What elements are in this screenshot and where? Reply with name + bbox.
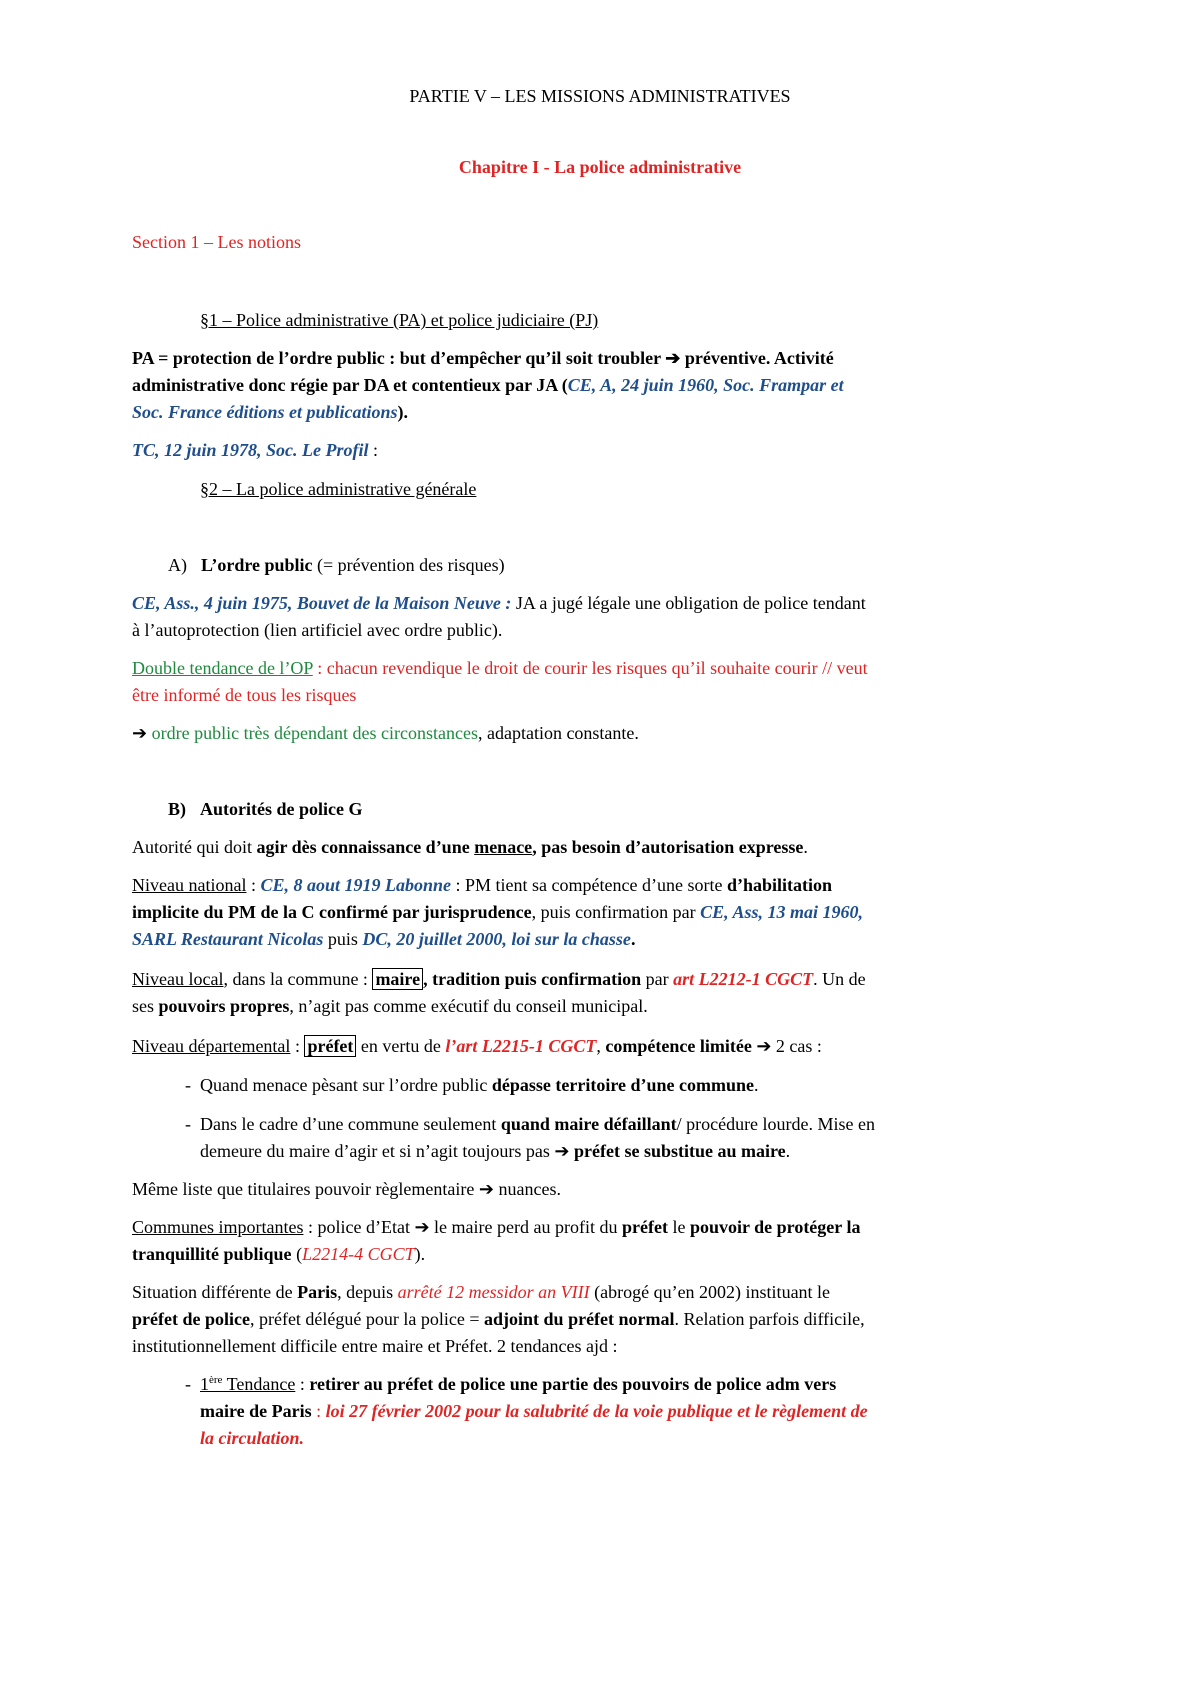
text-run: agir dès connaissance d’une — [256, 837, 475, 857]
text-run: Autorités de police G — [200, 799, 363, 819]
text-run: : — [290, 1036, 305, 1056]
list-label: B) — [168, 799, 186, 819]
situation-paris-line1 — [132, 1280, 830, 1304]
text-run: puis — [323, 929, 363, 949]
citation: CE, A, 24 juin 1960, Soc. Frampar et — [567, 375, 844, 395]
boxed-term: maire — [372, 968, 423, 990]
double-tendance-line2: être informé de tous les risques — [132, 685, 357, 705]
text-run: . Un de — [813, 969, 866, 989]
niveau-local-line1 — [132, 967, 866, 991]
text-run: pouvoirs propres — [158, 996, 290, 1016]
text-run: quand maire défaillant — [500, 1114, 677, 1134]
meme-liste-line — [132, 1177, 561, 1201]
text-run: Double tendance de l’OP — [132, 658, 313, 678]
paragraph-pa-line1 — [132, 346, 834, 370]
ce-bouvet-line2: à l’autoprotection (lien artificiel avec ordre public). — [132, 620, 503, 640]
text-run: retirer au préfet de police une partie des pouvoirs de police adm vers — [309, 1374, 837, 1394]
text-run: administrative donc régie par DA et contentieux par JA ( — [132, 375, 568, 395]
text-run: . — [754, 1075, 759, 1095]
niveau-national-line2 — [132, 900, 863, 924]
legal-reference: L2214-4 CGCT — [302, 1244, 415, 1264]
bullet-item-2-line2 — [200, 1139, 790, 1163]
arrow-icon: ➔ — [414, 1217, 430, 1237]
tendance-1-line2 — [200, 1399, 868, 1423]
text-run: pouvoir de protéger la — [689, 1217, 861, 1237]
bullet-dash: - — [185, 1374, 191, 1394]
tendance-label — [200, 1374, 295, 1394]
text-run: le maire perd au profit du — [429, 1217, 622, 1237]
text-run: Autorité qui doit — [132, 837, 257, 857]
text-run: 2 cas : — [771, 1036, 822, 1056]
text-run: ( — [291, 1244, 303, 1264]
text-run: , préfet délégué pour la police = — [249, 1309, 485, 1329]
superscript: ère — [209, 1374, 223, 1386]
text-run: : — [311, 1401, 326, 1421]
text-run: , adaptation constante. — [477, 723, 639, 743]
text-run: préfet — [621, 1217, 668, 1237]
text-run: préfet se substitue au maire — [569, 1141, 786, 1161]
niveau-departemental-line — [132, 1034, 822, 1058]
text-run: d’habilitation — [726, 875, 832, 895]
communes-importantes-line1 — [132, 1215, 860, 1239]
section-heading: Section 1 – Les notions — [132, 232, 301, 252]
bullet-item-1 — [200, 1073, 759, 1097]
text-run: en vertu de — [356, 1036, 446, 1056]
citation: CE, Ass., 4 juin 1975, Bouvet de la Maison Neuve : — [132, 593, 512, 613]
situation-paris-line2 — [132, 1307, 865, 1331]
bullet-dash: - — [185, 1075, 191, 1095]
situation-paris-line3: institutionnellement difficile entre maire et Préfet. 2 tendances ajd : — [132, 1336, 618, 1356]
text-run: Tendance — [222, 1374, 296, 1394]
text-run: , depuis — [337, 1282, 398, 1302]
text-run: . — [785, 1141, 791, 1161]
arrow-icon: ➔ — [751, 1036, 772, 1056]
text-run: préfet de police — [132, 1309, 250, 1329]
citation: DC, 20 juillet 2000, loi sur la chasse — [362, 929, 631, 949]
bullet-item-2-line1 — [200, 1112, 875, 1136]
text-run: Même liste que titulaires pouvoir règlementaire — [132, 1179, 479, 1199]
ce-bouvet-line1 — [132, 591, 866, 615]
text-run: / procédure lourde. Mise en — [676, 1114, 876, 1134]
text-run: ). — [397, 402, 409, 422]
legal-reference: art L2212-1 CGCT — [673, 969, 814, 989]
heading-b — [168, 797, 362, 821]
text-run: Communes importantes — [132, 1217, 304, 1237]
text-run: Niveau départemental — [132, 1036, 291, 1056]
text-run: : chacun revendique le droit de courir les risques qu’il souhaite courir // veut — [312, 658, 868, 678]
text-run: le — [667, 1217, 690, 1237]
bullet-dash: - — [185, 1114, 191, 1134]
legal-reference: l’art L2215-1 CGCT — [445, 1036, 597, 1056]
text-run: , n’agit pas comme exécutif du conseil municipal. — [289, 996, 648, 1016]
legal-reference: arrêté 12 messidor an VIII — [397, 1282, 590, 1302]
tc-citation-line — [132, 438, 378, 462]
tendance-1-line1 — [200, 1372, 836, 1396]
part-title: PARTIE V – LES MISSIONS ADMINISTRATIVES — [409, 86, 791, 106]
text-run: L’ordre public — [201, 555, 313, 575]
text-run: compétence limitée — [605, 1036, 752, 1056]
text-run: par — [641, 969, 674, 989]
text-run: menace — [474, 837, 533, 857]
ordre-public-line — [132, 721, 639, 745]
text-run: Niveau local — [132, 969, 224, 989]
text-run: Dans le cadre d’une commune seulement — [200, 1114, 501, 1134]
text-run: , tradition puis confirmation — [423, 969, 642, 989]
text-run: ses — [132, 996, 159, 1016]
subsection-1-title: §1 – Police administrative (PA) et police judiciaire (PJ) — [200, 310, 599, 330]
text-run: , dans la commune : — [223, 969, 373, 989]
text-run: adjoint du préfet normal — [484, 1309, 675, 1329]
text-run: : — [295, 1374, 310, 1394]
text-run: implicite du PM de la C confirmé par jurisprudence — [132, 902, 532, 922]
text-run: ordre public très dépendant des circonstances — [147, 723, 478, 743]
text-run: Situation différente de — [132, 1282, 298, 1302]
chapter-title: Chapitre I - La police administrative — [458, 157, 742, 177]
text-run: , — [596, 1036, 606, 1056]
text-run: 1 — [200, 1374, 209, 1394]
niveau-local-line2 — [132, 994, 648, 1018]
text-run: nuances. — [493, 1179, 561, 1199]
autorite-line — [132, 835, 808, 859]
text-run: PA = protection de l’ordre public : but d’empêcher qu’il soit troubler — [132, 348, 666, 368]
text-run: , pas besoin d’autorisation expresse — [532, 837, 804, 857]
arrow-icon: ➔ — [478, 1179, 494, 1199]
citation: TC, 12 juin 1978, Soc. Le Profil — [132, 440, 369, 460]
text-run: JA a jugé légale une obligation de police tendant — [511, 593, 866, 613]
niveau-national-line3 — [132, 927, 635, 951]
subsection-2-title: §2 – La police administrative générale — [200, 479, 477, 499]
text-run: dépasse territoire d’une commune — [491, 1075, 755, 1095]
citation: SARL Restaurant Nicolas — [132, 929, 324, 949]
text-run: : — [246, 875, 261, 895]
legal-reference: loi 27 février 2002 pour la salubrité de la voie publique et le règlement de — [325, 1401, 868, 1421]
text-run: . Relation parfois difficile, — [674, 1309, 865, 1329]
text-run: : police d’Etat — [303, 1217, 415, 1237]
citation: CE, 8 aout 1919 Labonne — [260, 875, 452, 895]
communes-importantes-line2 — [132, 1242, 425, 1266]
text-run: : — [368, 440, 379, 460]
text-run: Paris — [297, 1282, 338, 1302]
list-label: A) — [168, 555, 187, 575]
double-tendance-line1 — [132, 656, 868, 680]
arrow-icon: ➔ — [665, 348, 681, 368]
niveau-national-line1 — [132, 873, 832, 897]
text-run: tranquillité publique — [132, 1244, 292, 1264]
text-run: demeure du maire d’agir et si n’agit toujours pas — [200, 1141, 555, 1161]
text-run: ). — [414, 1244, 426, 1264]
tendance-1-line3: la circulation. — [200, 1428, 305, 1448]
text-run: maire de Paris — [200, 1401, 312, 1421]
paragraph-pa-line3 — [132, 400, 408, 424]
heading-a — [168, 553, 505, 577]
boxed-term: préfet — [304, 1035, 356, 1057]
arrow-icon: ➔ — [132, 723, 148, 743]
citation: CE, Ass, 13 mai 1960, — [700, 902, 863, 922]
text-run: (abrogé qu’en 2002) instituant le — [589, 1282, 831, 1302]
text-run: Quand menace pèsant sur l’ordre public — [200, 1075, 492, 1095]
text-run: Niveau national — [132, 875, 247, 895]
text-run: (= prévention des risques) — [312, 555, 505, 575]
arrow-icon: ➔ — [554, 1141, 570, 1161]
text-run: , puis confirmation par — [531, 902, 701, 922]
text-run: . — [803, 837, 808, 857]
paragraph-pa-line2 — [132, 373, 844, 397]
citation: Soc. France éditions et publications — [132, 402, 398, 422]
text-run: préventive. Activité — [680, 348, 834, 368]
text-run: . — [630, 929, 636, 949]
text-run: : PM tient sa compétence d’une sorte — [451, 875, 727, 895]
